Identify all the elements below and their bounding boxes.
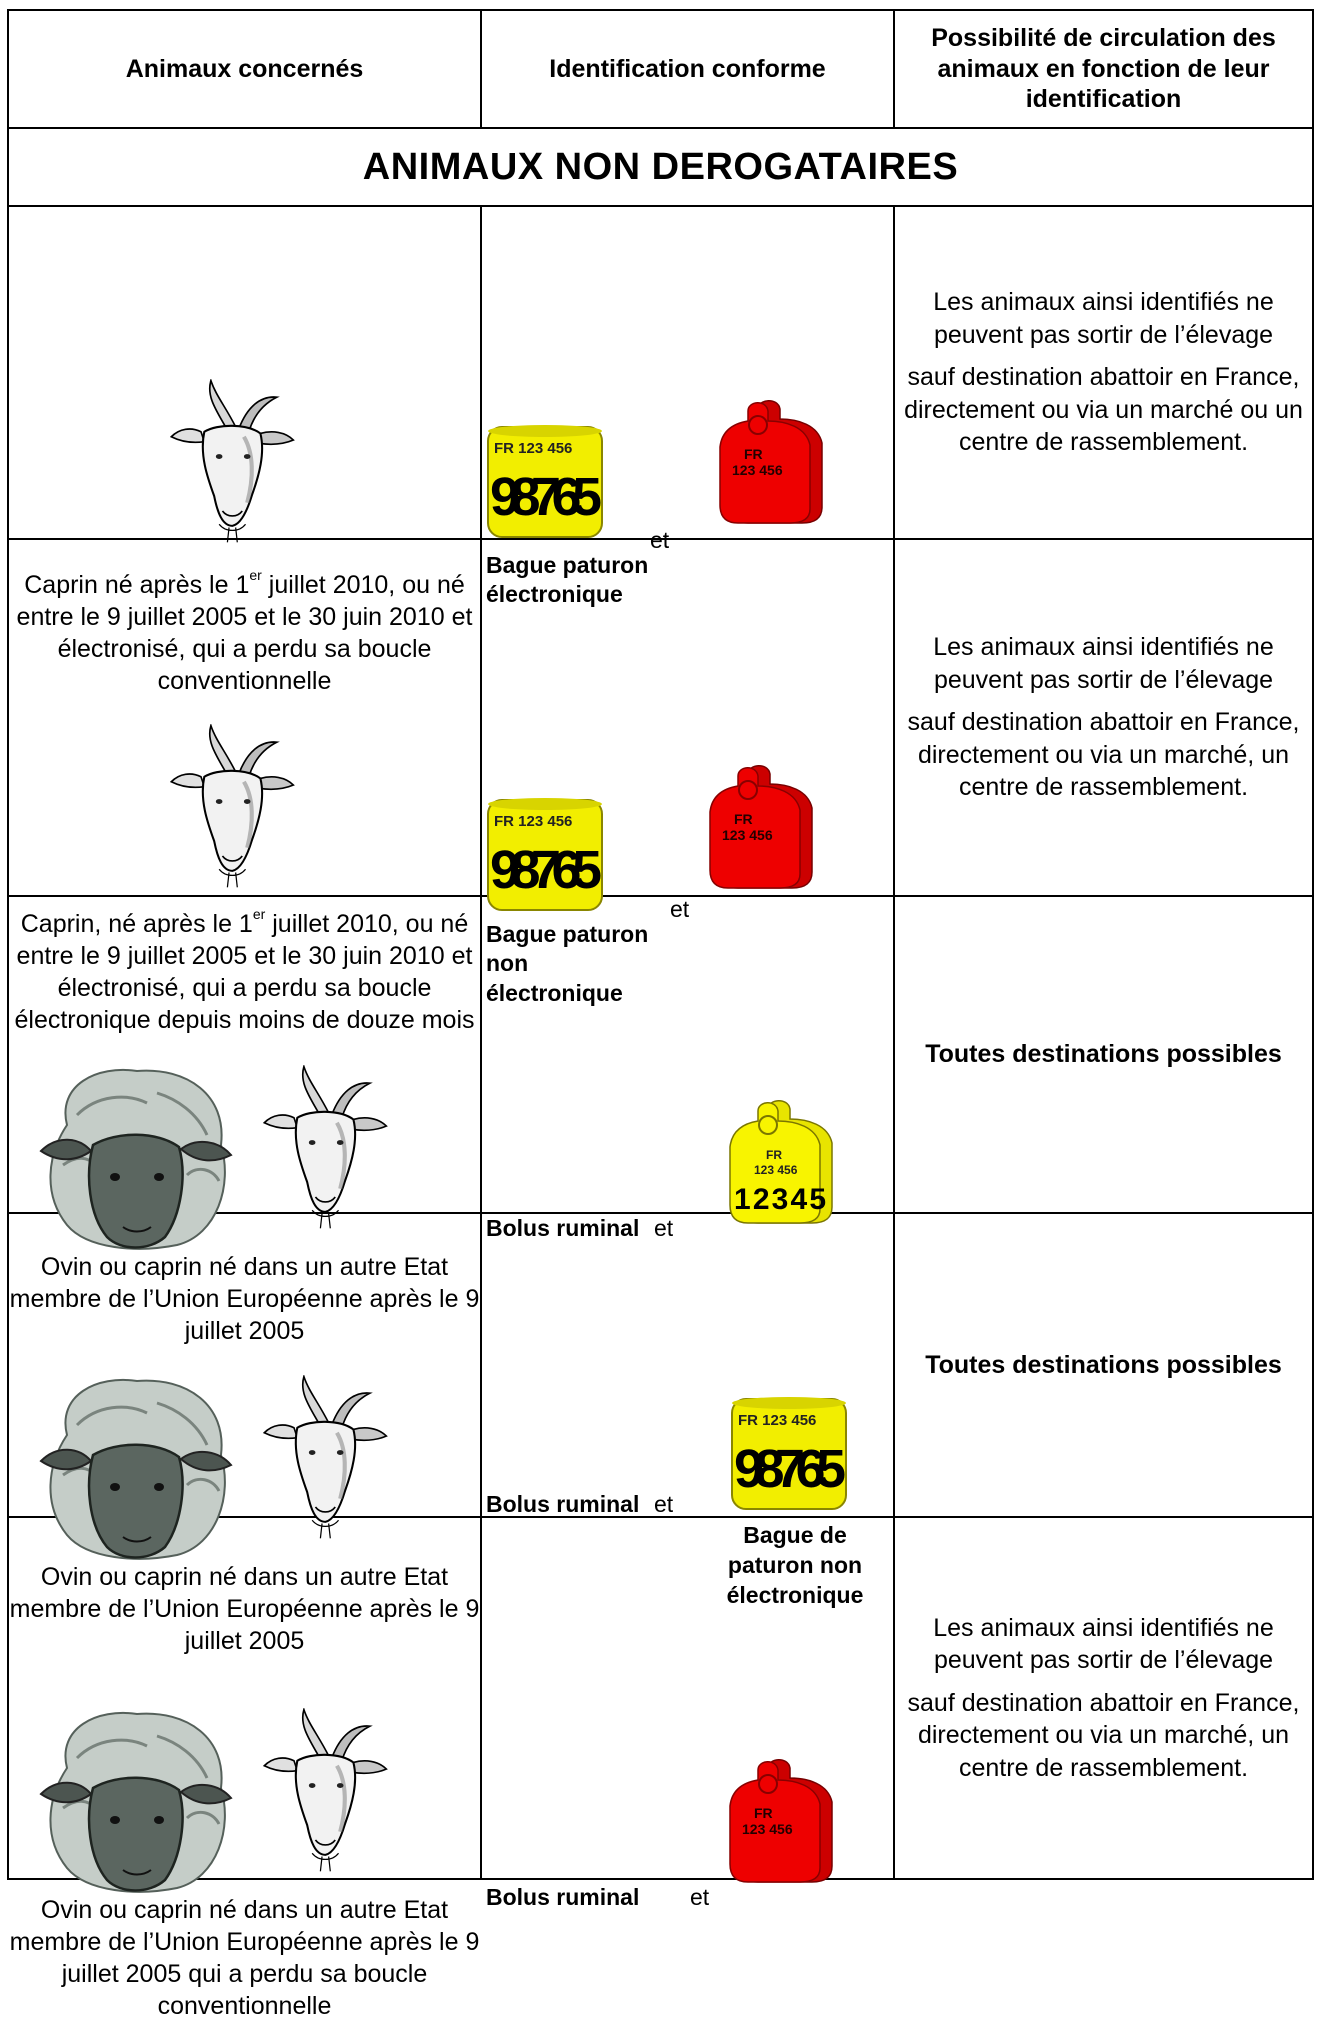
animal-cell (8, 206, 481, 695)
destination-cell (894, 206, 1313, 539)
identification-table (7, 9, 1314, 2020)
destination-cell (894, 896, 1313, 1213)
destination-restriction: Les animaux ainsi identifiés ne peuvent pas sortir de l’élevage (933, 1613, 1274, 1675)
et-label: et (690, 1884, 710, 1910)
goat-icon (164, 379, 304, 544)
tag-number: 123 456 (754, 1162, 798, 1177)
animal-description: Ovin ou caprin né dans un autre Etat membre de l’Union Européenne après le 9 juillet 2005 (9, 1252, 480, 1345)
ident-label: Bague de paturon non électronique (726, 1522, 864, 1608)
et-label: et (670, 895, 690, 922)
electronic-ring-icon (484, 423, 606, 541)
tag-fr: FR (734, 810, 753, 827)
bolus-label: Bolus ruminal (486, 1884, 640, 1910)
destination-cell (894, 539, 1313, 896)
animal-description: Caprin né après le 1er juillet 2010, ou né entre le 9 juillet 2005 et le 30 juin 2010 et électronisé, qui a perdu sa boucle conventionnelle (16, 567, 473, 695)
destination-restriction: Les animaux ainsi identifiés ne peuvent pas sortir de l’élevage (933, 633, 1274, 694)
destination-exception: sauf destination abattoir en France, directement ou via un marché, un centre de rassemblement. (907, 1688, 1300, 1782)
table-row (8, 206, 1313, 539)
header-circulation: Possibilité de circulation des animaux en fonction de leur identification (894, 10, 1313, 128)
destination-cell (894, 1517, 1313, 1879)
destination-restriction: Les animaux ainsi identifiés ne peuvent pas sortir de l’élevage (933, 288, 1274, 349)
tag-number: 123 456 (722, 826, 773, 843)
tag-number: 123 456 (742, 1821, 793, 1837)
et-label: et (650, 526, 670, 553)
identification-cell (481, 206, 894, 608)
bolus-label: Bolus ruminal (486, 1491, 640, 1517)
destination-all: Toutes destinations possibles (925, 1040, 1282, 1069)
ring-prefix: FR 123 456 (494, 812, 573, 830)
header-identification: Identification conforme (481, 10, 894, 128)
animal-description: Caprin, né après le 1er juillet 2010, ou né entre le 9 juillet 2005 et le 30 juin 2010 et électronisé, qui a perdu sa boucle électronique depuis moins de douze mois (14, 906, 475, 1034)
ring-prefix: FR 123 456 (494, 439, 573, 457)
yellow-ear-tag-icon (728, 1095, 840, 1225)
destination-cell (894, 1213, 1313, 1517)
yellow-tag-number: 12345 (734, 1182, 826, 1216)
red-ear-tag-icon (718, 395, 830, 525)
destination-exception: sauf destination abattoir en France, directement ou via un marché, un centre de rassemblement. (907, 708, 1300, 802)
ident-label: Bague paturon électronique (486, 551, 649, 608)
tag-fr: FR (766, 1147, 782, 1162)
header-animaux: Animaux concernés (8, 10, 481, 128)
ring-prefix: FR 123 456 (738, 1412, 817, 1429)
section-title: ANIMAUX NON DEROGATAIRES (8, 128, 1313, 206)
goat-icon (257, 1065, 397, 1230)
sheep-icon (37, 1708, 237, 1898)
tag-fr: FR (744, 445, 763, 462)
destination-exception: sauf destination abattoir en France, directement ou via un marché ou un centre de rassemblement. (904, 363, 1303, 457)
et-label: et (654, 1214, 674, 1241)
red-ear-tag-icon (728, 1754, 840, 1884)
ring-number: 98765 (490, 839, 602, 900)
goat-icon (257, 1708, 397, 1873)
goat-icon (257, 1375, 397, 1540)
tag-fr: FR (754, 1805, 773, 1821)
animal-description: Ovin ou caprin né dans un autre Etat membre de l’Union Européenne après le 9 juillet 2005 (9, 1563, 480, 1655)
ring-number: 98765 (734, 1439, 846, 1499)
ring-number: 98765 (490, 466, 602, 527)
et-label: et (654, 1491, 674, 1517)
destination-all: Toutes destinations possibles (925, 1350, 1282, 1379)
animal-description: Ovin ou caprin né dans un autre Etat membre de l’Union Européenne après le 9 juillet 2005 qui a perdu sa boucle conventionnelle (9, 1896, 480, 2020)
sheep-icon (37, 1375, 237, 1565)
non-electronic-ring-icon (728, 1395, 850, 1513)
ident-label: Bague paturon non électronique (486, 920, 649, 1007)
identification-cell (481, 1213, 894, 1608)
non-electronic-ring-icon (484, 796, 606, 914)
bolus-label: Bolus ruminal (486, 1214, 640, 1241)
goat-icon (164, 724, 304, 889)
red-ear-tag-icon (708, 760, 820, 890)
tag-number: 123 456 (732, 461, 783, 478)
sheep-icon (37, 1065, 237, 1255)
